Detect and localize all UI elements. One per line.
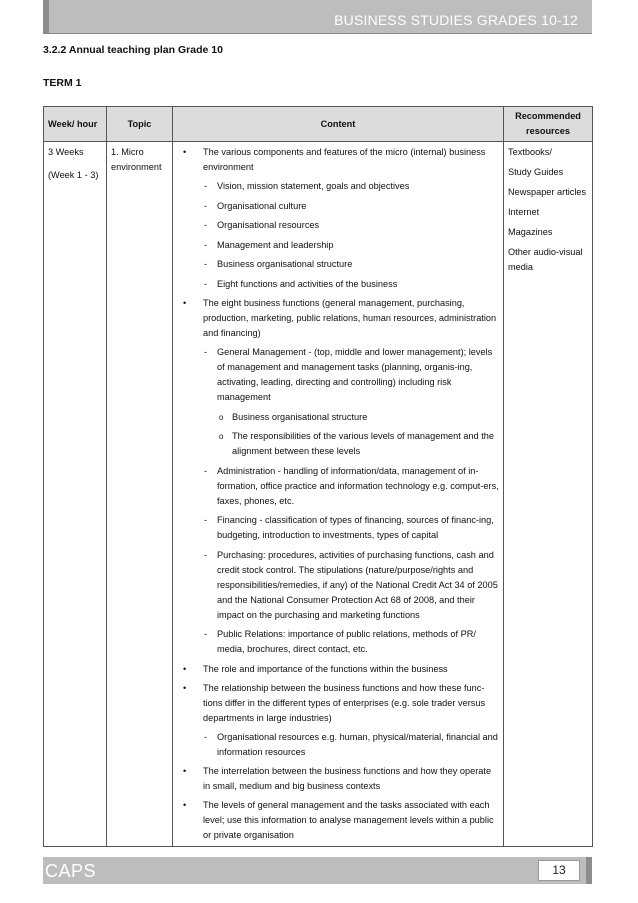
content-dash-item: - Management and leadership: [204, 239, 334, 250]
table-header-row: [44, 107, 593, 142]
content-bullet: • The relationship between the business functions and how these func-tions differ in the different types of enterprises (e.g. sole trader versus departments in large industries): [183, 682, 486, 723]
content-dash-item: - Vision, mission statement, goals and objectives: [204, 181, 410, 191]
bullet-marker: •: [183, 147, 187, 157]
content-sub-item: o Business organisational structure: [177, 410, 499, 425]
week-duration: 3 Weeks: [48, 147, 84, 157]
section-title: 3.2.2 Annual teaching plan Grade 10: [43, 44, 223, 56]
content-dash-item: - Business organisational structure: [204, 259, 353, 269]
week-cell: [44, 142, 107, 847]
resource-item: Internet: [508, 207, 540, 217]
column-header-topic: Topic: [107, 107, 173, 142]
bullet-marker: •: [183, 766, 187, 776]
content-bullet: • The levels of general management and the tasks associated with each level; use this information to analyse management levels within a public or private organisation: [183, 800, 494, 840]
bullet-marker: •: [183, 298, 187, 308]
column-header-week: Week/ hour: [44, 107, 107, 142]
content-dash-item: - General Management - (top, middle and lower management); levels of management and management tasks (planning, organis-ing, activating, leading, directing and controlling) including risk management: [204, 347, 493, 402]
content-dash-item: - Organisational resources e.g. human, physical/material, financial and information resources: [204, 731, 498, 757]
content-dash-item: - Public Relations: importance of public relations, methods of PR/ media, brochures, direct contact, etc.: [204, 629, 476, 654]
footer-label: CAPS: [45, 861, 97, 881]
resource-item: Study Guides: [508, 167, 564, 177]
resource-item: Textbooks/: [508, 147, 552, 157]
content-bullet: • The various components and features of the micro (internal) business environment: [183, 147, 486, 172]
header-band: [43, 0, 592, 34]
content-bullet: • The interrelation between the business functions and how they operate in small, medium and big business contexts: [183, 766, 492, 791]
resource-item: Other audio-visual media: [508, 247, 583, 272]
content-dash-item: - Organisational culture: [204, 200, 307, 211]
content-dash-item: - Eight functions and activities of the business: [204, 278, 398, 289]
resource-item: Magazines: [508, 227, 553, 237]
content-dash-item: - Organisational resources: [204, 220, 320, 230]
circle-marker: o: [219, 412, 224, 422]
bullet-marker: •: [183, 800, 187, 810]
column-header-content: Content: [173, 107, 504, 142]
header-title: BUSINESS STUDIES GRADES 10-12: [334, 12, 578, 28]
teaching-plan-table: [43, 106, 593, 847]
content-bullet: • The eight business functions (general management, purchasing, production, marketing, public relations, human resources, administration and financing): [183, 298, 497, 338]
footer-band: [43, 857, 592, 884]
footer-accent-strip: [586, 857, 592, 884]
topic-cell: [107, 142, 173, 847]
circle-marker: o: [219, 432, 224, 441]
resources-cell: [504, 142, 593, 847]
content-cell: [173, 142, 504, 847]
topic-name: 1. Micro environment: [111, 147, 162, 172]
resource-item: Newspaper articles: [508, 187, 587, 197]
content-bullet: • The role and importance of the functions within the business: [177, 662, 499, 677]
term-title: TERM 1: [43, 77, 82, 89]
page-number: 13: [538, 860, 580, 881]
content-dash-item: - Financing - classification of types of financing, sources of financ-ing, budgeting, introduction to investments, types of capital: [204, 515, 494, 540]
table-row: [44, 142, 593, 847]
bullet-marker: •: [183, 663, 187, 674]
content-dash-item: - Administration - handling of information/data, management of in-formation, office practice and information technology e.g. comput-ers, faxes, phones, etc.: [204, 465, 499, 506]
content-dash-item: - Purchasing: procedures, activities of purchasing functions, cash and credit stock control. The stipulations (nature/purpose/rights and responsibilities/remedies, if any) of the National Credit Act 34 of 2005 and the National Consumer Protection Act 68 of 2008, and their impact on the purchasing and marketing functions: [204, 549, 498, 620]
content-sub-item: o The responsibilities of the various levels of management and the alignment between these levels: [219, 431, 494, 456]
column-header-resources: Recommended resources: [504, 107, 593, 142]
header-accent-strip: [43, 0, 49, 33]
week-range: (Week 1 - 3): [48, 170, 99, 180]
bullet-marker: •: [183, 682, 187, 693]
